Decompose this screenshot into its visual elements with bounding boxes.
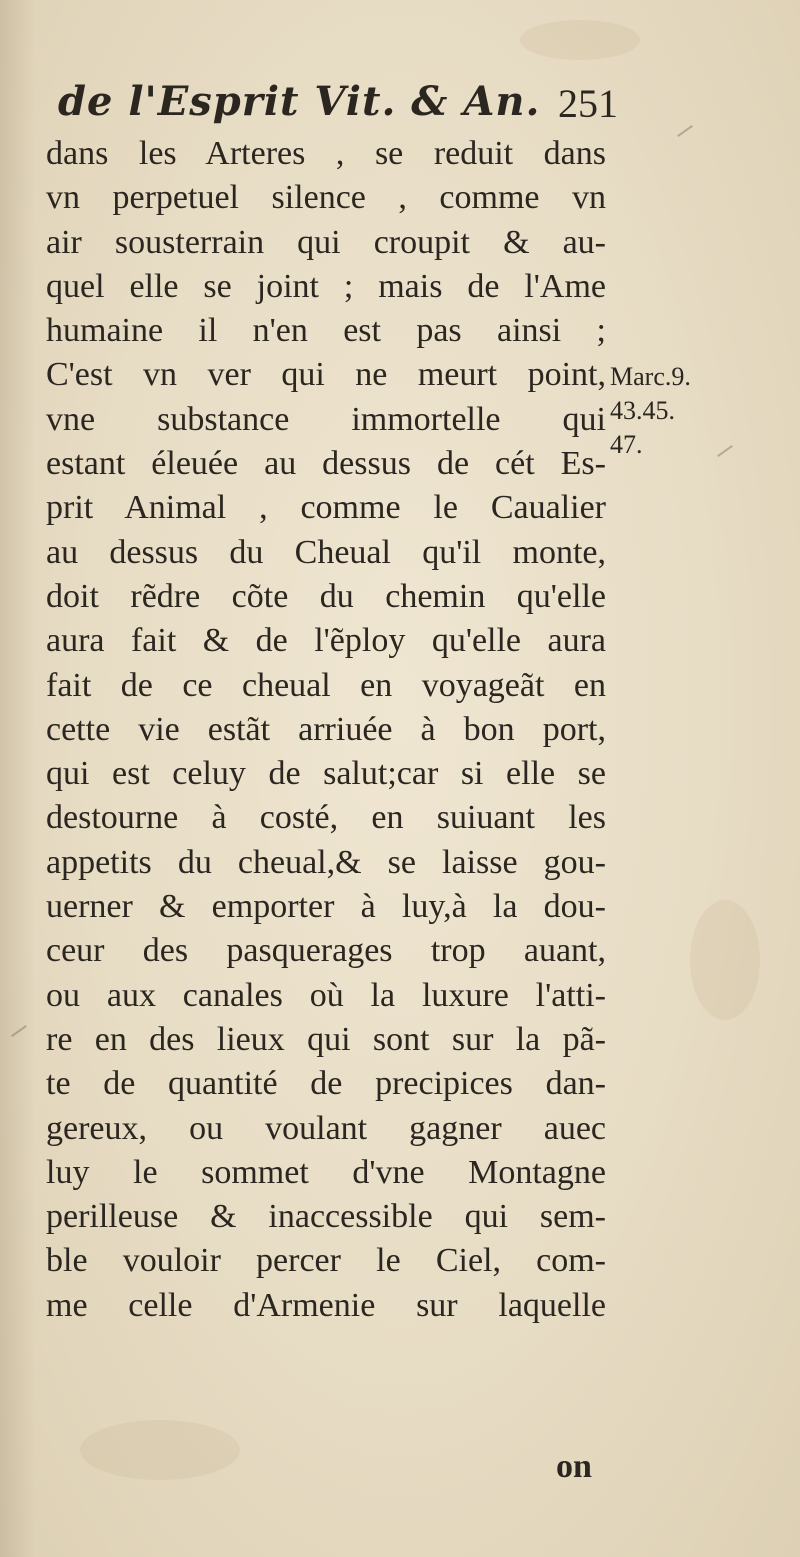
text-line: perilleuse & inaccessible qui sem-	[46, 1198, 606, 1236]
margin-note-line: 43.45.	[610, 396, 675, 425]
text-line: appetits du cheual,& se laisse gou-	[46, 843, 606, 881]
text-line: luy le sommet d'vne Montagne	[46, 1153, 606, 1191]
text-line: te de quantité de precipices dan-	[46, 1065, 606, 1103]
text-line: ou aux canales où la luxure l'atti-	[46, 976, 606, 1014]
text-line: destourne à costé, en suiuant les	[46, 799, 606, 837]
catchword: on	[556, 1448, 592, 1485]
text-line: vn perpetuel silence , comme vn	[46, 179, 606, 217]
text-line: dans les Arteres , se reduit dans	[46, 135, 606, 172]
text-line: vne substance immortelle qui	[46, 400, 606, 438]
text-line: prit Animal , comme le Caualier	[46, 489, 606, 527]
margin-note	[610, 360, 740, 462]
text-line: ble vouloir percer le Ciel, com-	[46, 1242, 606, 1280]
text-line: uerner & emporter à luy,à la dou-	[46, 888, 606, 926]
text-line: humaine il n'en est pas ainsi ;	[46, 312, 606, 350]
paper-stain	[690, 900, 760, 1020]
paper-stain	[80, 1420, 240, 1480]
text-line: doit rẽdre cõte du chemin qu'elle	[46, 577, 606, 615]
margin-mark	[677, 125, 693, 137]
gutter-shadow	[0, 0, 36, 1557]
text-line: ceur des pasquerages trop auant,	[46, 932, 606, 970]
text-line: quel elle se joint ; mais de l'Ame	[46, 267, 606, 305]
margin-note-line: 47.	[610, 430, 643, 459]
text-line: me celle d'Armenie sur laquelle	[46, 1286, 606, 1324]
text-line: cette vie estãt arriuée à bon port,	[46, 710, 606, 748]
running-head: de l'Esprit Vit. & An.	[58, 78, 541, 125]
page-number: 251	[558, 81, 618, 126]
text-line: C'est vn ver qui ne meurt point,	[46, 356, 606, 394]
text-line: au dessus du Cheual qu'il monte,	[46, 533, 606, 571]
text-line: estant éleuée au dessus de cét Es-	[46, 445, 606, 483]
text-line: aura fait & de l'ẽploy qu'elle aura	[46, 622, 606, 660]
body-text	[46, 132, 606, 1328]
margin-note-line: Marc.9.	[610, 362, 691, 391]
text-line: re en des lieux qui sont sur la pã-	[46, 1020, 606, 1058]
text-line: qui est celuy de salut;car si elle se	[46, 755, 606, 793]
text-line: air sousterrain qui croupit & au-	[46, 223, 606, 261]
paper-stain	[520, 20, 640, 60]
text-line: gereux, ou voulant gagner auec	[46, 1109, 606, 1147]
text-line: fait de ce cheual en voyageãt en	[46, 666, 606, 704]
page-header	[58, 78, 618, 138]
